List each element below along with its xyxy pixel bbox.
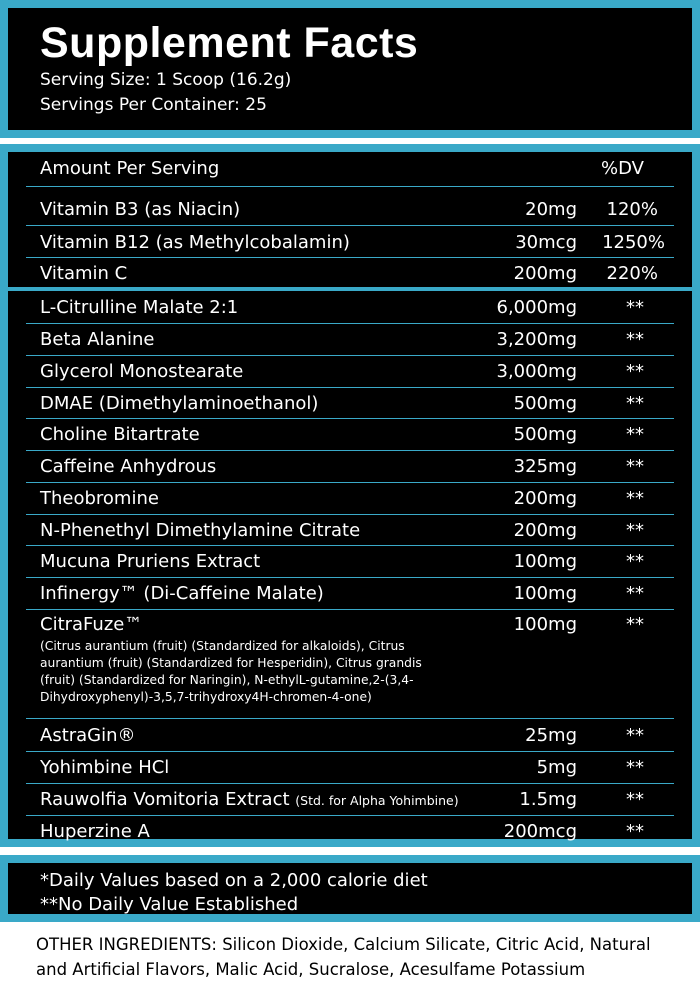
divider: [26, 751, 674, 752]
divider: [26, 815, 674, 816]
ingredient-name: Caffeine Anhydrous: [40, 456, 217, 477]
ingredient-amount: 25mg: [525, 725, 577, 746]
ingredient-amount: 325mg: [513, 456, 577, 477]
other-ingredients: [36, 932, 686, 982]
ingredient-dv: **: [626, 551, 644, 572]
ingredient-name: Choline Bitartrate: [40, 424, 200, 445]
ingredient-dv: **: [626, 821, 644, 842]
ingredient-dv: **: [626, 329, 644, 350]
ingredient-dv: 220%: [606, 263, 658, 284]
ingredient-name: CitraFuze™: [40, 614, 143, 635]
ingredient-dv: **: [626, 488, 644, 509]
ingredient-dv: **: [626, 757, 644, 778]
no-dv-note: **No Daily Value Established: [40, 894, 299, 915]
ingredient-amount: 100mg: [513, 583, 577, 604]
ingredient-amount: 500mg: [513, 393, 577, 414]
ingredient-dv: **: [626, 361, 644, 382]
ingredient-amount: 3,000mg: [496, 361, 577, 382]
ingredient-amount: 20mg: [525, 199, 577, 220]
daily-values-note: *Daily Values based on a 2,000 calorie diet: [40, 870, 428, 891]
divider: [26, 545, 674, 546]
serving-size: Serving Size: 1 Scoop (16.2g): [40, 70, 292, 90]
divider: [26, 257, 674, 258]
divider: [26, 783, 674, 784]
supplement-facts-header: [0, 0, 700, 138]
ingredient-dv: **: [626, 789, 644, 810]
ingredient-name: Huperzine A: [40, 821, 150, 842]
divider: [26, 323, 674, 324]
ingredient-amount: 100mg: [513, 614, 577, 635]
ingredient-name: DMAE (Dimethylaminoethanol): [40, 393, 319, 414]
divider: [26, 482, 674, 483]
dv-header: %DV: [601, 158, 644, 179]
footnotes: [0, 855, 700, 922]
divider: [26, 514, 674, 515]
servings-per-container: Servings Per Container: 25: [40, 95, 267, 115]
ingredient-amount: 6,000mg: [496, 297, 577, 318]
ingredient-name: N-Phenethyl Dimethylamine Citrate: [40, 520, 361, 541]
divider: [26, 577, 674, 578]
other-ingredients-text: Silicon Dioxide, Calcium Silicate, Citric Acid, Natural and Artificial Flavors, Malic Acid, Sucralose, Acesulfame Potassium: [36, 935, 651, 979]
ingredient-name: [40, 789, 459, 810]
ingredient-amount: 5mg: [536, 757, 577, 778]
ingredient-amount: 30mcg: [515, 232, 577, 253]
ingredient-amount: 200mg: [513, 520, 577, 541]
ingredient-amount: 200mg: [513, 488, 577, 509]
ingredient-name: AstraGin®: [40, 725, 136, 746]
ingredient-dv: 120%: [606, 199, 658, 220]
divider: [26, 186, 674, 187]
ingredient-name: Theobromine: [40, 488, 159, 509]
ingredient-name: Yohimbine HCl: [40, 757, 170, 778]
divider: [26, 450, 674, 451]
thick-divider: [8, 287, 692, 291]
ingredient-name-text: Rauwolfia Vomitoria Extract: [40, 789, 290, 810]
page-title: Supplement Facts: [40, 19, 419, 67]
ingredient-name: Glycerol Monostearate: [40, 361, 244, 382]
ingredient-name: Infinergy™ (Di-Caffeine Malate): [40, 583, 324, 604]
ingredient-dv: **: [626, 393, 644, 414]
ingredient-name: Vitamin B12 (as Methylcobalamin): [40, 232, 350, 253]
ingredient-name: L-Citrulline Malate 2:1: [40, 297, 239, 318]
ingredient-amount: 100mg: [513, 551, 577, 572]
ingredient-dv: **: [626, 614, 644, 635]
ingredient-amount: 200mg: [513, 263, 577, 284]
divider: [26, 718, 674, 719]
ingredient-dv: **: [626, 583, 644, 604]
ingredient-name: Vitamin C: [40, 263, 128, 284]
ingredient-dv: 1250%: [602, 232, 665, 253]
ingredient-dv: **: [626, 725, 644, 746]
divider: [26, 387, 674, 388]
divider: [26, 225, 674, 226]
ingredient-detail: (Citrus aurantium (fruit) (Standardized for alkaloids), Citrus aurantium (fruit) (Standardized for Hesperidin), Citrus grandis (fruit) (Standardized for Naringin), N-ethylL-gutamine,2-(3,4-Dihydroxyphenyl)-3,5,7-trihydroxy4H-chromen-4-one): [40, 639, 422, 704]
ingredient-dv: **: [626, 520, 644, 541]
divider: [26, 355, 674, 356]
ingredient-note: (Std. for Alpha Yohimbine): [295, 793, 459, 808]
divider: [26, 609, 674, 610]
ingredient-dv: **: [626, 297, 644, 318]
ingredient-amount: 200mcg: [503, 821, 577, 842]
ingredient-amount: 3,200mg: [496, 329, 577, 350]
facts-table: [0, 144, 700, 847]
other-ingredients-label: OTHER INGREDIENTS:: [36, 935, 217, 954]
divider: [26, 418, 674, 419]
ingredient-amount: 500mg: [513, 424, 577, 445]
ingredient-dv: **: [626, 424, 644, 445]
ingredient-dv: **: [626, 456, 644, 477]
ingredient-name: Beta Alanine: [40, 329, 155, 350]
amount-header: Amount Per Serving: [40, 158, 220, 179]
ingredient-amount: 1.5mg: [519, 789, 577, 810]
ingredient-name: Mucuna Pruriens Extract: [40, 551, 261, 572]
ingredient-name: Vitamin B3 (as Niacin): [40, 199, 241, 220]
